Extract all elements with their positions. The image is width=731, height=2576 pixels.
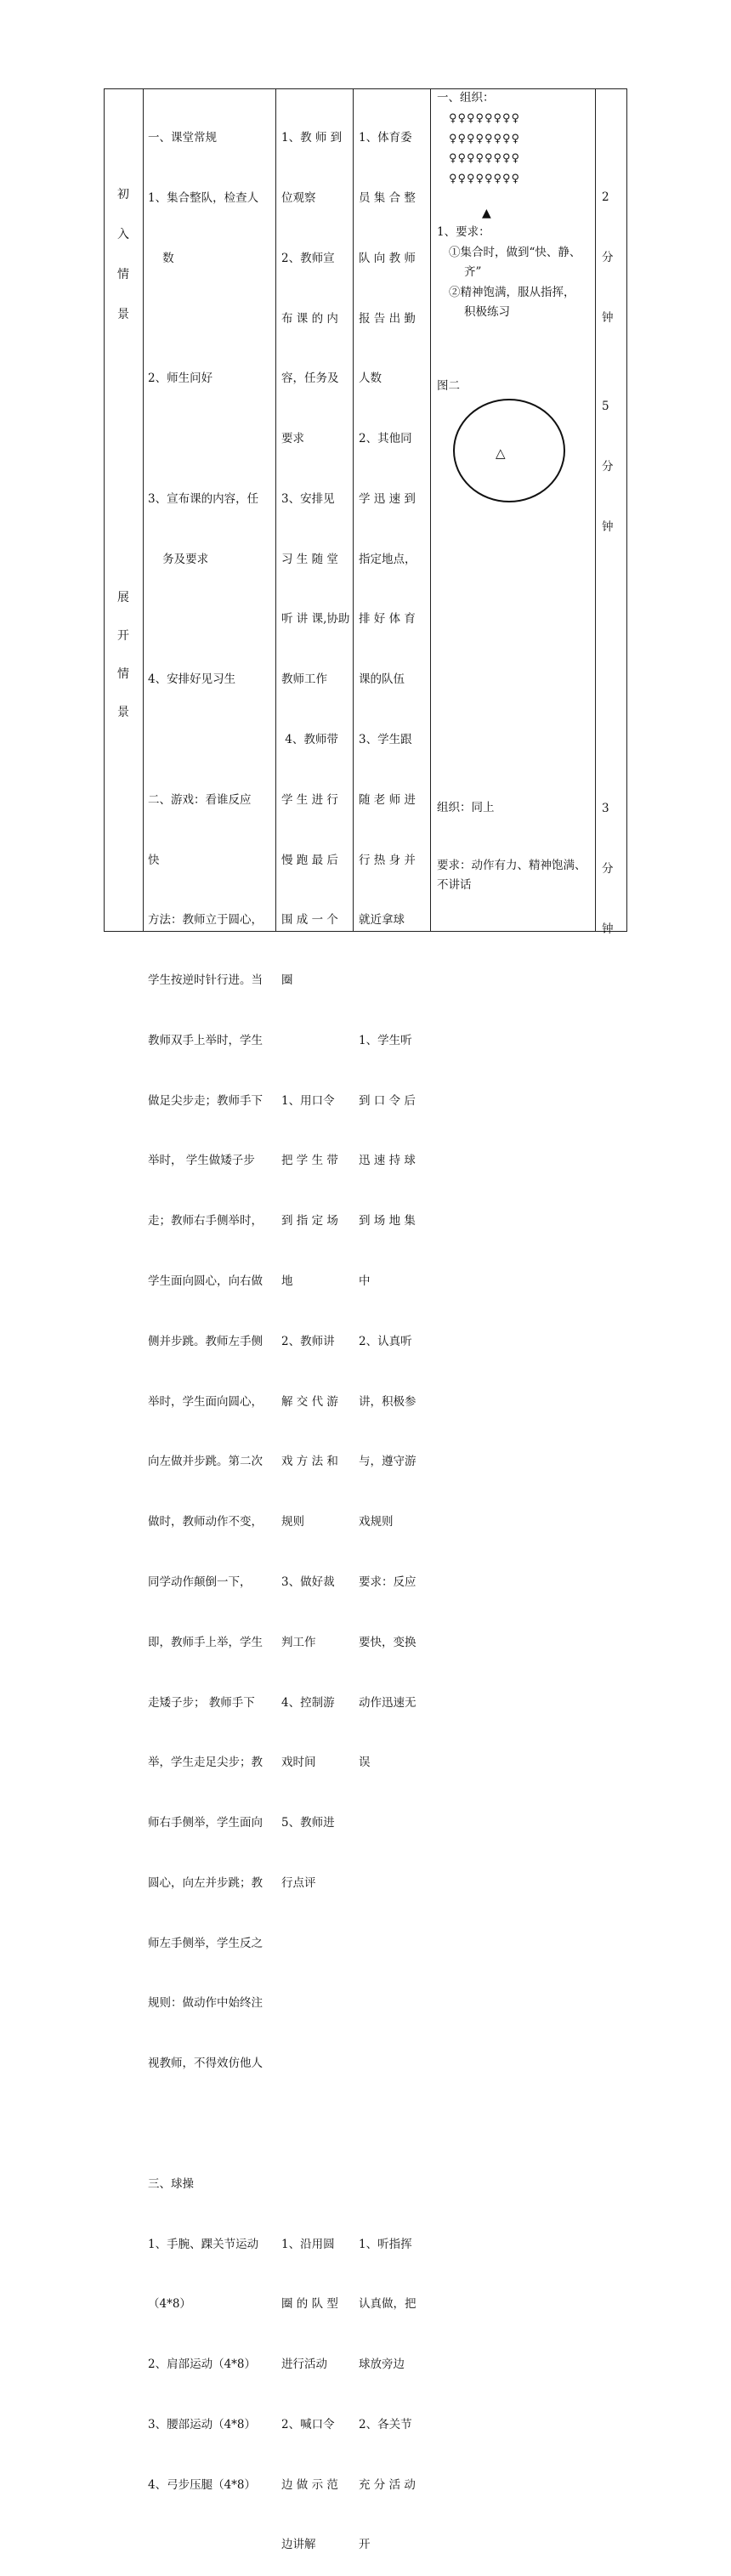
- content-line: 做足尖步走；教师手下: [148, 1093, 263, 1108]
- label-char: 景: [117, 706, 129, 719]
- req3a: 要求：动作有力、精神饱满、: [437, 859, 586, 872]
- label-char: 景: [117, 308, 129, 321]
- content-line: 4、安排好见习生: [148, 672, 236, 687]
- content-line: 举，学生走足尖步；教: [148, 1756, 263, 1770]
- student-line: [359, 2175, 428, 2195]
- formation-row: ♀♀♀♀♀♀♀♀: [449, 152, 521, 166]
- label-char: 展: [117, 591, 129, 604]
- teacher-line: 听 讲 课,协助: [281, 612, 350, 627]
- label-char: 开: [117, 629, 129, 643]
- student-line: 课的队伍: [359, 672, 405, 687]
- content-line: 视教师，不得效仿他人: [148, 2057, 263, 2071]
- req-1a: ①集合时，做到“快、静、: [449, 246, 581, 259]
- student-line: 行 热 身 并: [359, 853, 416, 867]
- content-line: 走矮子步； 教师手下: [148, 1695, 255, 1710]
- content-line: 即，教师手上举，学生: [148, 1635, 263, 1649]
- student-line: 到 口 令 后: [359, 1093, 416, 1108]
- game-circle-icon: [453, 399, 565, 502]
- teacher-line: 到 指 定 场: [281, 1214, 338, 1228]
- student-line: 要快，变换: [359, 1635, 416, 1649]
- student-line: 1、听指挥: [359, 2237, 412, 2251]
- student-line: 要求：反应: [359, 1575, 416, 1589]
- teacher-line: 解 交 代 游: [281, 1394, 338, 1409]
- teacher-line: [281, 2175, 351, 2195]
- content-line: [148, 2114, 274, 2135]
- student-line: 3、学生跟: [359, 733, 412, 746]
- teacher-line: 地: [281, 1274, 293, 1289]
- teacher-line: 2、教师宣: [281, 251, 335, 265]
- teacher-line: 围 成 一 个: [281, 913, 338, 928]
- student-line: 2、各关节: [359, 2417, 412, 2431]
- teacher-line: 3、安排见: [281, 491, 335, 506]
- time-value: 5: [602, 400, 609, 414]
- teacher-line: 把 学 生 带: [281, 1154, 338, 1168]
- content-line: 快: [148, 853, 160, 867]
- label-char: 入: [117, 228, 129, 241]
- time-value: 3: [602, 802, 609, 816]
- teacher-line: 1、用口令: [281, 1093, 335, 1108]
- section-label-develop: [110, 588, 136, 741]
- req-1b: 齐”: [464, 265, 482, 279]
- student-line: 开: [359, 2538, 371, 2552]
- teacher-line: 慢 跑 最 后: [281, 853, 338, 867]
- student-line: [359, 1994, 428, 2014]
- student-line: 人数: [359, 372, 382, 386]
- student-line: 就近拿球: [359, 913, 405, 928]
- col-border-6: [626, 88, 627, 932]
- req-title: 1、要求：: [437, 225, 490, 239]
- content-line: 同学动作颠倒一下，: [148, 1575, 252, 1589]
- teacher-line: 布 课 的 内: [281, 311, 338, 326]
- teacher-line: 戏 方 法 和: [281, 1455, 338, 1469]
- student-line: 报 告 出 勤: [359, 311, 416, 326]
- teacher-line: 3、做好裁: [281, 1575, 335, 1589]
- content-line: 1、集合整队，检查人: [148, 190, 259, 205]
- formation-row: ♀♀♀♀♀♀♀♀: [449, 132, 521, 145]
- req-2a: ②精神饱满，服从指挥，: [449, 286, 575, 299]
- student-line: [359, 2054, 428, 2074]
- student-line: 学 迅 速 到: [359, 491, 416, 506]
- content-line: 方法：教师立于圆心，: [148, 913, 263, 928]
- label-char: 情: [117, 667, 129, 681]
- col-border-3: [353, 88, 354, 932]
- formation-row: ♀♀♀♀♀♀♀♀: [449, 112, 521, 125]
- teacher-line: 行点评: [281, 1875, 316, 1890]
- content-line: 走；教师右手侧举时，: [148, 1214, 263, 1228]
- teacher-line: [281, 2114, 351, 2135]
- content-line: 规则：做动作中始终注: [148, 1996, 263, 2011]
- time-unit: 分: [602, 861, 614, 876]
- time-2: [602, 357, 614, 558]
- col-border-0: [104, 88, 105, 932]
- student-line: 与，遵守游: [359, 1455, 416, 1469]
- student-line: 充 分 活 动: [359, 2477, 416, 2492]
- formation-row: ♀♀♀♀♀♀♀♀: [449, 172, 521, 185]
- teacher-line: 要求: [281, 432, 304, 446]
- time-unit: 分: [602, 250, 614, 264]
- student-line: 随 老 师 进: [359, 792, 416, 807]
- student-line: 中: [359, 1274, 371, 1289]
- content-line: 数: [148, 251, 174, 265]
- student-line: 指定地点，: [359, 552, 416, 566]
- content-line: 做时，教师动作不变，: [148, 1515, 263, 1529]
- time-unit: 钟: [602, 519, 614, 534]
- student-line: [359, 1813, 428, 1834]
- content-column: [148, 88, 274, 2516]
- content-line: 一、课堂常规: [148, 131, 217, 145]
- content-line: 二、游戏：看谁反应: [148, 792, 252, 807]
- teacher-activity-column: [281, 88, 351, 2576]
- teacher-line: 1、沿用圆: [281, 2237, 335, 2251]
- content-line: [148, 730, 274, 751]
- col-border-5: [595, 88, 596, 932]
- student-line: 误: [359, 1756, 371, 1770]
- content-line: 师右手侧举，学生面向: [148, 1816, 263, 1830]
- content-line: 举时， 学生做矮子步: [148, 1154, 255, 1168]
- teacher-line: 教师工作: [281, 672, 327, 687]
- student-line: [359, 2114, 428, 2135]
- time-unit: 分: [602, 459, 614, 474]
- content-line: 务及要求: [148, 552, 209, 566]
- fig2-label: 图二: [437, 379, 460, 393]
- teacher-marker-icon: ▲: [482, 207, 491, 220]
- label-char: 情: [117, 268, 129, 281]
- student-line: [359, 971, 428, 991]
- teacher-line: [281, 1934, 351, 1955]
- teacher-line: 5、教师进: [281, 1816, 335, 1830]
- student-line: [359, 1874, 428, 1894]
- student-line: 队 向 教 师: [359, 251, 416, 265]
- teacher-line: 学 生 进 行: [281, 792, 338, 807]
- content-line: 3、腰部运动（4*8）: [148, 2417, 257, 2431]
- teacher-line: 戏时间: [281, 1756, 316, 1770]
- content-line: 三、球操: [148, 2176, 194, 2191]
- time-unit: 钟: [602, 310, 614, 325]
- teacher-line: [281, 2054, 351, 2074]
- org-title: 一、组织：: [437, 91, 495, 105]
- student-line: 迅 速 持 球: [359, 1154, 416, 1168]
- student-line: 员 集 合 整: [359, 190, 416, 205]
- teacher-line: 2、教师讲: [281, 1334, 335, 1348]
- content-line: （4*8）: [148, 2297, 191, 2312]
- student-line: 1、体育委: [359, 131, 412, 145]
- circle-center-marker-icon: △: [496, 445, 506, 461]
- formation: [449, 109, 520, 189]
- student-activity-column: [359, 88, 428, 2576]
- teacher-line: 圈 的 队 型: [281, 2297, 338, 2312]
- student-line: 动作迅速无: [359, 1695, 416, 1710]
- content-line: 学生按逆时针行进。当: [148, 973, 263, 988]
- label-char: 初: [117, 188, 129, 201]
- content-line: 向左做并步跳。第二次: [148, 1455, 263, 1469]
- teacher-line: 边 做 示 范: [281, 2477, 338, 2492]
- student-line: 球放旁边: [359, 2358, 405, 2372]
- content-line: 2、肩部运动（4*8）: [148, 2358, 257, 2372]
- content-line: 3、宣布课的内容，任: [148, 491, 259, 506]
- req3b: 不讲话: [437, 878, 472, 892]
- teacher-line: 4、控制游: [281, 1695, 335, 1710]
- content-line: 圆心，向左并步跳；教: [148, 1875, 263, 1890]
- teacher-line: 容，任务及: [281, 372, 339, 386]
- teacher-line: [281, 1994, 351, 2014]
- time-unit: 钟: [602, 922, 614, 936]
- teacher-line: 位观察: [281, 190, 316, 205]
- teacher-line: 边讲解: [281, 2538, 316, 2552]
- student-line: 1、学生听: [359, 1033, 412, 1047]
- student-line: 2、其他同: [359, 432, 412, 446]
- teacher-line: 1、教 师 到: [281, 131, 343, 145]
- org-same: 组织：同上: [437, 801, 495, 814]
- student-line: 认真做，把: [359, 2297, 416, 2312]
- teacher-line: 圈: [281, 973, 293, 988]
- content-line: 2、师生问好: [148, 372, 213, 386]
- content-line: 教师双手上举时，学生: [148, 1033, 263, 1047]
- content-line: [148, 309, 274, 330]
- content-line: 举时，学生面向圆心，: [148, 1394, 263, 1409]
- col-border-4: [430, 88, 431, 932]
- teacher-line: 习 生 随 堂: [281, 552, 338, 566]
- teacher-line: 进行活动: [281, 2358, 327, 2372]
- teacher-line: [281, 1031, 351, 1052]
- time-1: [602, 148, 614, 349]
- teacher-line: 规则: [281, 1515, 304, 1529]
- col-border-1: [143, 88, 144, 932]
- req-2b: 积极练习: [464, 305, 510, 319]
- student-line: 2、认真听: [359, 1334, 412, 1348]
- content-line: [148, 610, 274, 630]
- student-line: 排 好 体 育: [359, 612, 416, 627]
- content-line: 1、手腕、踝关节运动: [148, 2237, 259, 2251]
- content-line: 师左手侧举，学生反之: [148, 1936, 263, 1950]
- student-line: 戏规则: [359, 1515, 394, 1529]
- student-line: 到 场 地 集: [359, 1214, 416, 1228]
- content-line: 侧并步跳。教师左手侧: [148, 1334, 263, 1348]
- teacher-line: 判工作: [281, 1635, 316, 1649]
- student-line: [359, 1934, 428, 1955]
- teacher-line: 2、喊口令: [281, 2417, 335, 2431]
- content-line: 学生面向圆心，向右做: [148, 1274, 263, 1289]
- col-border-2: [275, 88, 276, 932]
- student-line: 讲，积极参: [359, 1394, 416, 1409]
- content-line: [148, 429, 274, 450]
- content-line: 4、弓步压腿（4*8）: [148, 2477, 257, 2492]
- time-3: [602, 759, 614, 960]
- teacher-line: 4、教师带: [281, 733, 338, 746]
- section-label-intro: [110, 185, 136, 345]
- time-value: 2: [602, 190, 609, 205]
